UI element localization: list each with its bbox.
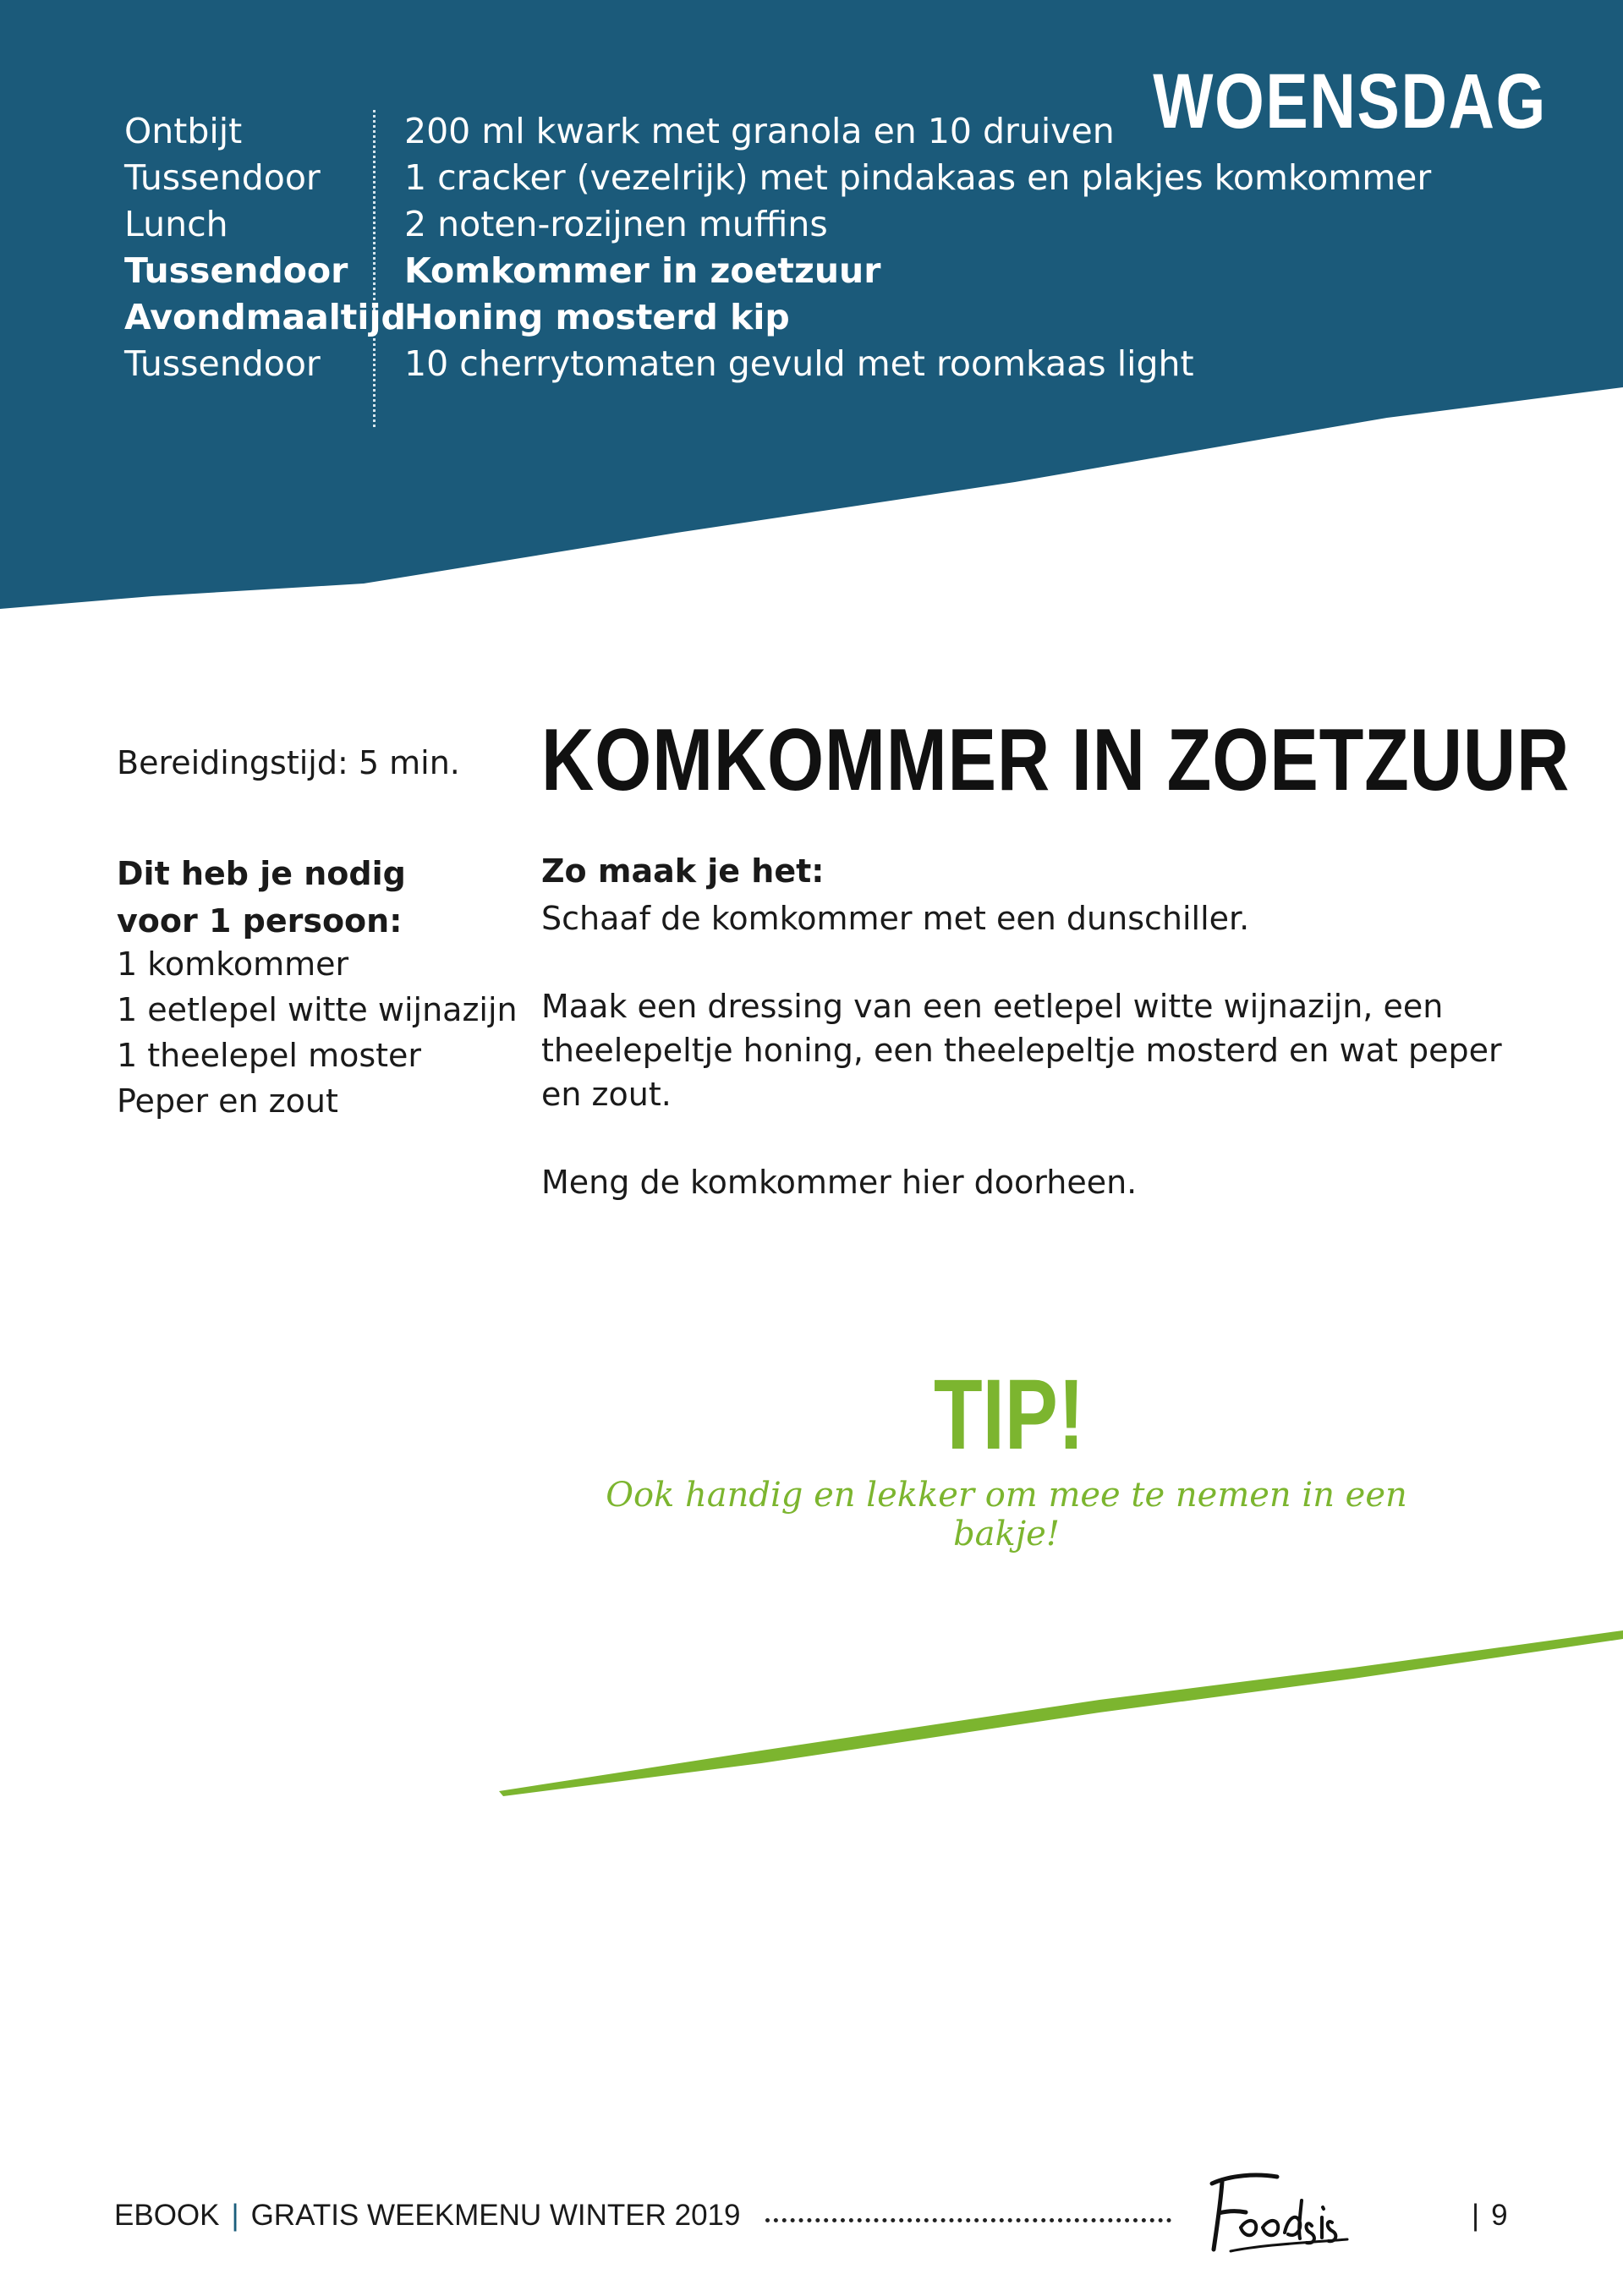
menu-meal: Tussendoor [124, 250, 348, 291]
footer-label [114, 2199, 740, 2233]
prep-time: Bereidingstijd: 5 min. [117, 744, 460, 781]
method-step: Schaaf de komkommer met een dunschiller. [541, 900, 1250, 937]
menu-meal: Avondmaaltijd [124, 297, 406, 337]
menu-row-highlighted [124, 248, 1431, 294]
menu-meal: Lunch [124, 204, 228, 244]
menu-meal: Ontbijt [124, 111, 243, 151]
menu-meal: Tussendoor [124, 343, 321, 384]
ingredient-item: 1 eetlepel witte wijnazijn [117, 991, 518, 1028]
menu-row [124, 108, 1431, 155]
footer-dotted-line [765, 2218, 1171, 2222]
menu-row [124, 155, 1431, 201]
foodsisters-logo [1197, 2167, 1357, 2260]
menu-dish: 2 noten-rozijnen muffins [404, 204, 828, 244]
ingredients-heading [117, 850, 406, 945]
day-menu [124, 108, 1431, 387]
menu-row-highlighted [124, 294, 1431, 341]
method-heading: Zo maak je het: [541, 852, 825, 890]
footer-separator: | [231, 2199, 239, 2232]
page-number [1472, 2199, 1508, 2233]
green-brush-stroke [499, 1630, 1623, 1796]
ingredient-item: 1 komkommer [117, 945, 349, 983]
tip-title: TIP! [934, 1359, 1085, 1471]
method-step: Maak een dressing van een eetlepel witte wijnazijn, een theelepeltje honing, een theelepeltje mosterd en wat peper en zout. [541, 988, 1502, 1113]
page-number-bar: | [1472, 2199, 1480, 2232]
recipe-title: KOMKOMMER IN ZOETZUUR [541, 711, 1571, 809]
menu-dish: Honing mosterd kip [404, 297, 790, 337]
menu-dish: 10 cherrytomaten gevuld met roomkaas light [404, 343, 1194, 384]
ingredients-list [117, 941, 518, 1124]
ingredient-item: Peper en zout [117, 1082, 338, 1120]
menu-meal: Tussendoor [124, 157, 321, 198]
day-title: WOENSDAG [1153, 58, 1547, 145]
footer-ebook: EBOOK [114, 2199, 220, 2232]
tip-text: Ook handig en lekker om mee te nemen in een bakje! [606, 1476, 1407, 1553]
ingredients-heading-line: Dit heb je nodig [117, 855, 406, 892]
method-steps [541, 896, 1505, 1248]
footer-title: GRATIS WEEKMENU WINTER 2019 [250, 2199, 741, 2232]
menu-row [124, 201, 1431, 248]
menu-row [124, 341, 1431, 387]
method-step: Meng de komkommer hier doorheen. [541, 1164, 1138, 1201]
page-number-value: 9 [1491, 2199, 1508, 2232]
menu-dish: Komkommer in zoetzuur [404, 250, 881, 291]
ingredients-heading-line: voor 1 persoon: [117, 902, 403, 940]
menu-dish: 1 cracker (vezelrijk) met pindakaas en plakjes komkommer [404, 157, 1432, 198]
ingredient-item: 1 theelepel moster [117, 1037, 422, 1074]
menu-dish: 200 ml kwark met granola en 10 druiven [404, 111, 1115, 151]
